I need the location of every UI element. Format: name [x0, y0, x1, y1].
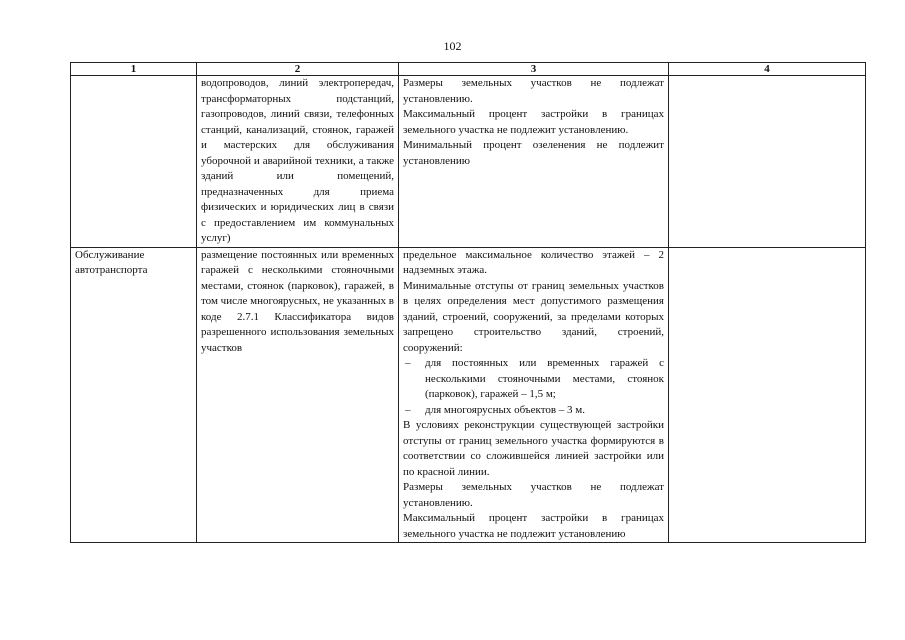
- param-text: Размеры земельных участков не подлежат установлению.: [403, 77, 664, 105]
- column-header-2: 2: [197, 63, 399, 76]
- use-description-cell: размещение постоянных или временных гаражей с несколькими стояночными местами, стоянок (парковок), гаражей, в том числе многоярусных, не указанных в коде 2.7.1 Классификатора видов разрешенного использования земельных участков: [197, 247, 399, 543]
- dash-list-item: [403, 403, 664, 419]
- param-text: Максимальный процент застройки в границах земельного участка не подлежит установлению: [403, 512, 664, 540]
- params-cell: [399, 247, 669, 543]
- zoning-table: [70, 62, 866, 543]
- table-header-row: [71, 63, 866, 76]
- param-text: Минимальные отступы от границ земельных участков в целях определения мест допустимого размещения зданий, строений, сооружений, за пределами которых запрещено строительство зданий, строений, сооружений:: [403, 279, 664, 354]
- column-header-1: 1: [71, 63, 197, 76]
- param-text: Максимальный процент застройки в границах земельного участка не подлежит установлению.: [403, 108, 664, 136]
- param-text: Минимальный процент озеленения не подлежит установлению: [403, 139, 664, 167]
- column-header-3: 3: [399, 63, 669, 76]
- notes-cell: [669, 247, 866, 543]
- page-number: 102: [443, 39, 462, 53]
- use-description-cell: водопроводов, линий электропередач, трансформаторных подстанций, газопроводов, линий связи, телефонных станций, канализаций, стоянок, гаражей и мастерских для обслуживания уборочной и аварийной техники, а также зданий или помещений, предназначенных для приема физических и юридических лиц в связи с предоставлением им коммунальных услуг): [197, 76, 399, 248]
- param-text: Размеры земельных участков не подлежат установлению.: [403, 481, 664, 509]
- use-name-cell: Обслуживание автотранспорта: [71, 247, 197, 543]
- table-row: [71, 76, 866, 248]
- dash-list-item: [403, 356, 664, 403]
- table-row: [71, 247, 866, 543]
- param-text: предельное максимальное количество этажей – 2 надземных этажа.: [403, 248, 664, 276]
- dash-marker: –: [405, 403, 411, 416]
- dash-marker: –: [405, 357, 411, 369]
- dash-item-text: для многоярусных объектов – 3 м.: [425, 403, 586, 416]
- notes-cell: [669, 76, 866, 248]
- column-header-4: 4: [669, 63, 866, 76]
- params-cell: [399, 76, 669, 248]
- use-name-cell: [71, 76, 197, 248]
- dash-item-text: для постоянных или временных гаражей с несколькими стояночными местами, стоянок (парковок), гаражей – 1,5 м;: [425, 357, 664, 400]
- param-text: В условиях реконструкции существующей застройки отступы от границ земельного участка формируются в соответствии со сложившейся линией застройки или по красной линии.: [403, 419, 664, 478]
